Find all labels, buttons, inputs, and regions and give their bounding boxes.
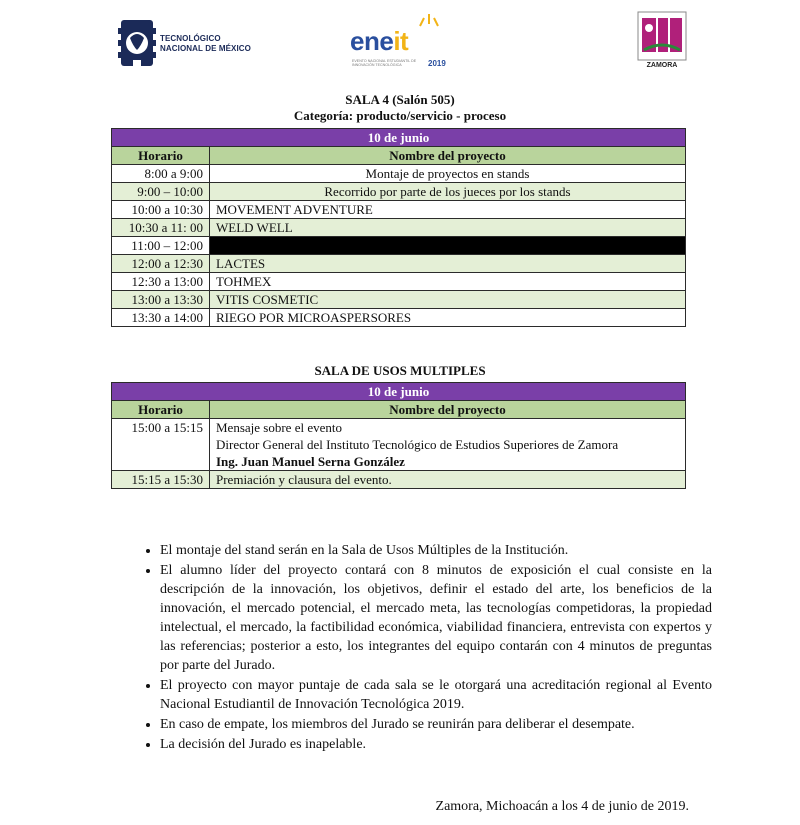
table-row [112, 165, 686, 183]
project-cell: Recorrido por parte de los jueces por los stands [210, 183, 686, 201]
tecnm-wordmark: TECNOLÓGICO NACIONAL DE MÉXICO [160, 34, 251, 53]
time-cell: 10:00 a 10:30 [112, 201, 210, 219]
table-row [112, 201, 686, 219]
header [0, 0, 800, 90]
table-header [112, 147, 686, 165]
table-row [112, 237, 686, 255]
col-header-project: Nombre del proyecto [210, 147, 686, 165]
zamora-logo [636, 10, 688, 72]
enei-year: 2019 [428, 59, 446, 68]
time-cell: 12:30 a 13:00 [112, 273, 210, 291]
date-cell: 10 de junio [112, 129, 686, 147]
table-row [112, 219, 686, 237]
project-cell: RIEGO POR MICROASPERSORES [210, 309, 686, 327]
col-header-time: Horario [112, 147, 210, 165]
time-cell: 11:00 – 12:00 [112, 237, 210, 255]
table-row [112, 273, 686, 291]
table-row [112, 309, 686, 327]
place-date-footer: Zamora, Michoacán a los 4 de junio de 2019. [435, 799, 689, 814]
zamora-label: ZAMORA [646, 62, 678, 69]
time-cell: 10:30 a 11: 00 [112, 219, 210, 237]
zamora-emblem-icon [636, 10, 688, 62]
time-cell: 13:30 a 14:00 [112, 309, 210, 327]
project-cell: Premiación y clausura del evento. [210, 471, 686, 489]
time-cell: 15:00 a 15:15 [112, 419, 210, 471]
sala4-category: Categoría: producto/servicio - proceso [293, 108, 507, 123]
table-row [112, 291, 686, 309]
time-cell: 15:15 a 15:30 [112, 471, 210, 489]
enei-wordmark: eneit [350, 26, 409, 56]
project-cell [210, 419, 686, 471]
project-cell: VITIS COSMETIC [210, 291, 686, 309]
table-row [112, 471, 686, 489]
time-cell: 8:00 a 9:00 [112, 165, 210, 183]
project-cell: TOHMEX [210, 273, 686, 291]
tecnm-logo [118, 16, 258, 72]
lightbulb-rays-icon [416, 12, 442, 28]
sala-multiples-schedule-table [111, 382, 686, 489]
table-row [112, 255, 686, 273]
event-message: Mensaje sobre el evento [216, 420, 342, 435]
project-cell: MOVEMENT ADVENTURE [210, 201, 686, 219]
list-item: • La decisión del Jurado es inapelable. [160, 735, 712, 754]
sala4-schedule-table [111, 128, 686, 327]
speaker-role: Director General del Instituto Tecnológico de Estudios Superiores de Zamora [216, 437, 619, 452]
table-header [112, 401, 686, 419]
table-row [112, 419, 686, 471]
list-item: • En caso de empate, los miembros del Jurado se reunirán para deliberar el desempate. [160, 715, 712, 734]
tecnm-seal-icon [118, 16, 156, 70]
table-row [112, 183, 686, 201]
date-cell: 10 de junio [112, 383, 686, 401]
enei-logo [350, 12, 460, 72]
sala4-title: SALA 4 (Salón 505) [345, 92, 455, 107]
sala-multiples-title: SALA DE USOS MULTIPLES [314, 363, 486, 378]
list-item: • El montaje del stand serán en la Sala de Usos Múltiples de la Institución. [160, 541, 712, 560]
redacted-project-cell [210, 237, 686, 255]
enei-subtitle: EVENTO NACIONAL ESTUDIANTIL DE INNOVACIÓN TECNOLÓGICA [352, 59, 417, 68]
list-item: • El alumno líder del proyecto contará con 8 minutos de exposición el cual consiste en la descripción de la innovación, los objetivos, definir el estado del arte, los beneficios de la innovación, el mercado potencial, el mercado meta, las tecnologías competidoras, la propiedad intelectual, el mercado, la factibilidad económica, viabilidad financiera, entrevista con expertos y las referencias; posterior a esto, los integrantes del equipo contarán con 4 minutos de preguntas por parte del Jurado. [160, 561, 712, 675]
speaker-name: Ing. Juan Manuel Serna González [216, 454, 405, 469]
col-header-project: Nombre del proyecto [210, 401, 686, 419]
time-cell: 13:00 a 13:30 [112, 291, 210, 309]
time-cell: 12:00 a 12:30 [112, 255, 210, 273]
project-cell: LACTES [210, 255, 686, 273]
notes-list [138, 541, 712, 755]
project-cell: WELD WELL [210, 219, 686, 237]
time-cell: 9:00 – 10:00 [112, 183, 210, 201]
project-cell: Montaje de proyectos en stands [210, 165, 686, 183]
list-item: • El proyecto con mayor puntaje de cada sala se le otorgará una acreditación regional al Evento Nacional Estudiantil de Innovación Tecnológica 2019. [160, 676, 712, 714]
date-band [112, 383, 686, 401]
col-header-time: Horario [112, 401, 210, 419]
date-band [112, 129, 686, 147]
